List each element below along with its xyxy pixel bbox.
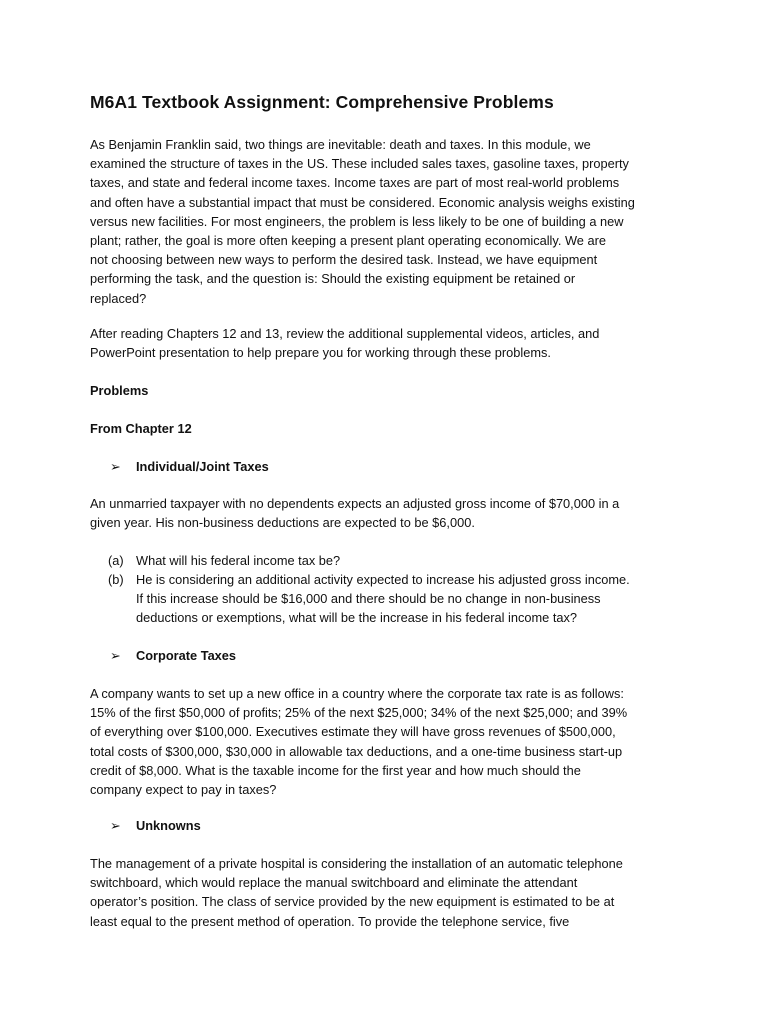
intro-line: examined the structure of taxes in the US. These included sales taxes, gasoline taxes, property xyxy=(90,156,629,172)
intro-line: not choosing between new ways to perform the desired task. Instead, we have equipment xyxy=(90,252,598,268)
question-marker: (b) xyxy=(108,572,124,587)
paragraph-line: The management of a private hospital is considering the installation of an automatic telephone xyxy=(90,856,623,871)
question-text xyxy=(136,551,678,570)
paragraph-line: An unmarried taxpayer with no dependents expects an adjusted gross income of $70,000 in a xyxy=(90,496,620,511)
section-heading-corporate-taxes xyxy=(110,646,236,665)
intro-line: versus new facilities. For most engineers, the problem is less likely to be one of building a new xyxy=(90,213,624,229)
question-item-b xyxy=(108,570,678,628)
section-heading-individual-joint-taxes xyxy=(110,457,269,476)
paragraph-line: least equal to the present method of operation. To provide the telephone service, five xyxy=(90,913,570,929)
question-line: What will his federal income tax be? xyxy=(136,553,341,568)
question-line: He is considering an additional activity expected to increase his adjusted gross income. xyxy=(136,572,630,587)
arrow-bullet-icon: ➢ xyxy=(110,648,121,663)
document-title: M6A1 Textbook Assignment: Comprehensive Problems xyxy=(90,92,554,112)
intro-line: taxes, and state and federal income taxes. Income taxes are part of most real-world problems xyxy=(90,175,620,191)
question-item-a xyxy=(108,551,678,570)
paragraph-line: company expect to pay in taxes? xyxy=(90,782,277,798)
intro-line: replaced? xyxy=(90,290,147,306)
arrow-bullet-icon: ➢ xyxy=(110,818,121,833)
paragraph-line: given year. His non-business deductions are expected to be $6,000. xyxy=(90,515,475,531)
paragraph-line: operator’s position. The class of service provided by the new equipment is estimated to be at xyxy=(90,894,615,910)
reading-line: PowerPoint presentation to help prepare you for working through these problems. xyxy=(90,345,551,361)
problems-heading: Problems xyxy=(90,383,149,398)
unknowns-paragraph xyxy=(90,854,680,931)
section-heading-unknowns xyxy=(110,816,201,835)
arrow-bullet-icon: ➢ xyxy=(110,459,121,474)
paragraph-line: of everything over $100,000. Executives estimate they will have gross revenues of $500,000, xyxy=(90,724,616,740)
paragraph-line: A company wants to set up a new office in a country where the corporate tax rate is as follows: xyxy=(90,686,624,701)
paragraph-line: total costs of $300,000, $30,000 in allowable tax deductions, and a one-time business start-up xyxy=(90,743,623,759)
question-marker: (a) xyxy=(108,553,124,568)
reading-line: After reading Chapters 12 and 13, review the additional supplemental videos, articles, and xyxy=(90,326,600,341)
question-line: deductions or exemptions, what will be the increase in his federal income tax? xyxy=(136,610,578,626)
chapter-heading: From Chapter 12 xyxy=(90,421,192,436)
question-text xyxy=(136,570,678,628)
intro-paragraph xyxy=(90,135,680,308)
corporate-taxes-paragraph xyxy=(90,684,680,799)
section-heading-label: Individual/Joint Taxes xyxy=(136,459,269,474)
section-heading-label: Corporate Taxes xyxy=(136,648,237,663)
paragraph-line: switchboard, which would replace the manual switchboard and eliminate the attendant xyxy=(90,875,578,891)
paragraph-line: credit of $8,000. What is the taxable income for the first year and how much should the xyxy=(90,762,581,778)
section-heading-label: Unknowns xyxy=(136,818,201,833)
reading-paragraph xyxy=(90,324,680,362)
intro-line: As Benjamin Franklin said, two things are inevitable: death and taxes. In this module, we xyxy=(90,137,591,152)
individual-taxes-paragraph xyxy=(90,494,680,532)
intro-line: plant; rather, the goal is more often keeping a present plant operating economically. We are xyxy=(90,233,606,249)
question-line: If this increase should be $16,000 and there should be no change in non-business xyxy=(136,591,601,607)
intro-line: performing the task, and the question is: Should the existing equipment be retained or xyxy=(90,271,576,287)
intro-line: and often have a substantial impact that must be considered. Economic analysis weighs existing xyxy=(90,194,635,210)
paragraph-line: 15% of the first $50,000 of profits; 25% of the next $25,000; 34% of the next $25,000; and 39% xyxy=(90,705,628,721)
